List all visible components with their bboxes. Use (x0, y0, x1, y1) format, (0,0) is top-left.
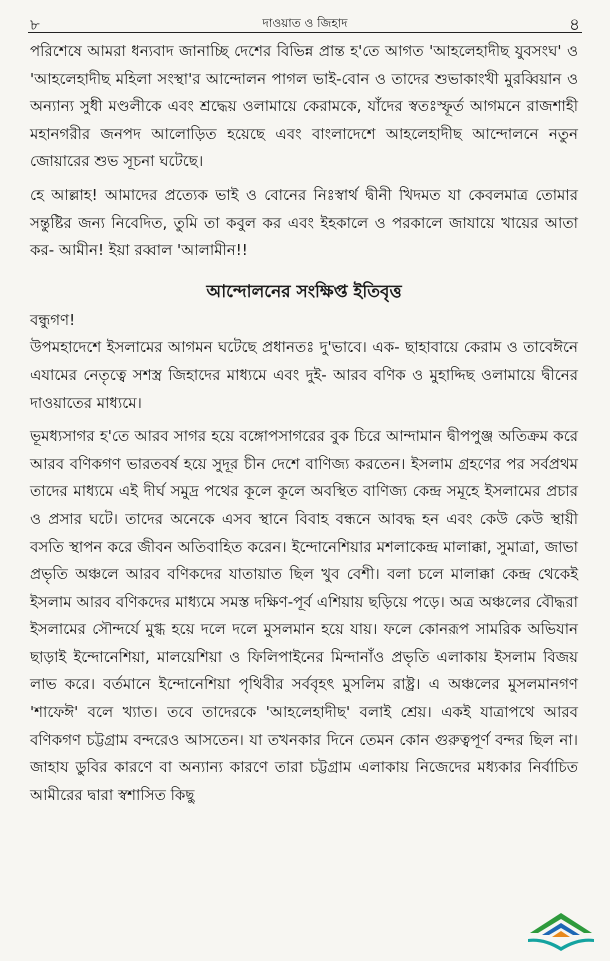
logo-book-teal (528, 939, 594, 951)
publisher-logo-icon (522, 907, 600, 953)
page-body (30, 38, 578, 815)
running-header (28, 12, 582, 38)
page-number-left: ৮ (30, 16, 40, 34)
paragraph-thanks: পরিশেষে আমরা ধন্যবাদ জানাচ্ছি দেশের বিভিন্ন প্রান্ত হ'তে আগত 'আহলেহাদীছ যুবসংঘ' ও 'আহলেহাদীছ মহিলা সংস্থা'র আন্দোলন পাগল ভাই-বোন ও তাদের শুভাকাংখী মুরব্বিয়ান ও অন্যান্য সুধী মণ্ডলীকে এবং শ্রদ্ধেয় ওলামায়ে কেরামকে, যাঁদের স্বতঃস্ফূর্ত আগমনে রাজশাহী মহানগরীর জনপদ আলোড়িত হয়েছে এবং বাংলাদেশে আহলেহাদীছ আন্দোলনে নতুন জোয়ারের শুভ সূচনা ঘটেছে। (30, 42, 578, 171)
page-number-right: ৪ (568, 15, 580, 35)
header-rule (28, 32, 582, 33)
salutation: বন্ধুগণ! (30, 310, 76, 329)
section-heading: আন্দোলনের সংক্ষিপ্ত ইতিবৃত্ত (206, 281, 402, 302)
paragraph-arrival: উপমহাদেশে ইসলামের আগমন ঘটেছে প্রধানতঃ দু'ভাবে। এক- ছাহাবায়ে কেরাম ও তাবেঈনে এযামের নেতৃত্বে সশস্ত্র জিহাদের মাধ্যমে এবং দুই- আরব বণিক ও মুহাদ্দিছ ওলামায়ে দ্বীনের দাওয়াতের মাধ্যমে। (30, 338, 578, 412)
logo-peak-orange (552, 931, 570, 937)
paragraph-prayer: হে আল্লাহ! আমাদের প্রত্যেক ভাই ও বোনের নিঃস্বার্থ দ্বীনী খিদমত যা কেবলমাত্র তোমার সন্তুষ্টির জন্য নিবেদিত, তুমি তা কবুল কর এবং ইহকালে ও পরকালে জাযায়ে খায়ের আতা কর- আমীন! ইয়া রব্বাল 'আলামীন!! (30, 185, 578, 260)
running-title: দাওয়াত ও জিহাদ (262, 16, 348, 30)
paragraph-trade-routes: ভূমধ্যসাগর হ'তে আরব সাগর হয়ে বঙ্গোপসাগরের বুক চিরে আন্দামান দ্বীপপুঞ্জ অতিক্রম করে আরব বণিকগণ ভারতবর্ষ হয়ে সুদূর চীন দেশে বাণিজ্য করতেন। ইসলাম গ্রহণের পর সর্বপ্রথম তাদের মাধ্যমে এই দীর্ঘ সমুদ্র পথের কূলে কূলে অবস্থিত বাণিজ্য কেন্দ্র সমূহে ইসলামের প্রচার ও প্রসার ঘটে। তাদের অনেকে এসব স্থানে বিবাহ বন্ধনে আবদ্ধ হন এবং কেউ কেউ স্থায়ী বসতি স্থাপন করে জীবন অতিবাহিত করেন। ইন্দোনেশিয়ার মশলাকেন্দ্র মালাক্কা, সুমাত্রা, জাভা প্রভৃতি অঞ্চলে আরব বণিকদের যাতায়াত ছিল খুব বেশী। বলা চলে মালাক্কা কেন্দ্র থেকেই ইসলাম আরব বণিকদের মাধ্যমে সমস্ত দক্ষিণ-পূর্ব এশিয়ায় ছড়িয়ে পড়ে। অত্র অঞ্চলের বৌদ্ধরা ইসলামের সৌন্দর্যে মুগ্ধ হয়ে দলে দলে মুসলমান হয়ে যায়। ফলে কোনরূপ সামরিক অভিযান ছাড়াই ইন্দোনেশিয়া, মালয়েশিয়া ও ফিলিপাইনের মিন্দানাঁও প্রভৃতি এলাকায় ইসলাম বিজয় লাভ করে। বর্তমানে ইন্দোনেশিয়া পৃথিবীর সর্ববৃহৎ মুসলিম রাষ্ট্র। এ অঞ্চলের মুসলমানগণ 'শাফেঈ' বলে খ্যাত। তবে তাদেরকে 'আহলেহাদীছ' বলাই শ্রেয়। একই যাত্রাপথে আরব বণিকগণ চট্টগ্রাম বন্দরেও আসতেন। যা তখনকার দিনে তেমন কোন গুরুত্বপূর্ণ বন্দর ছিল না। জাহায ডুবির কারণে বা অন্যান্য কারণে তারা চট্টগ্রাম এলাকায় নিজেদের মধ্যকার নির্বাচিত আমীরের দ্বারা স্বশাসিত কিছু (30, 427, 578, 804)
